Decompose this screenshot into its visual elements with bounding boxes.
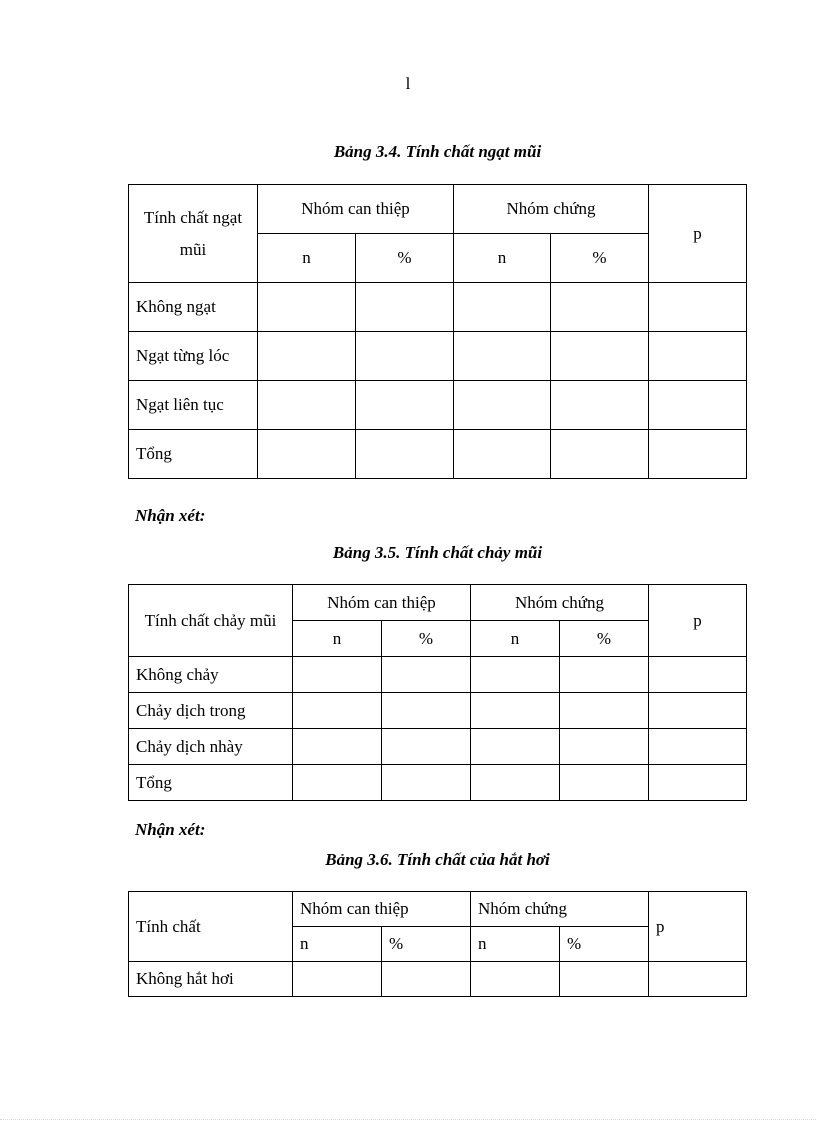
- table2-remark: Nhận xét:: [135, 820, 206, 839]
- table1-row-label: Tổng: [129, 430, 258, 479]
- table-row: [129, 729, 747, 765]
- table-cell: [356, 332, 454, 381]
- table-row: [129, 765, 747, 801]
- table2-group-intervention: Nhóm can thiệp: [293, 585, 471, 621]
- table-cell: [382, 693, 471, 729]
- table-row: [129, 430, 747, 479]
- table-cell: [293, 765, 382, 801]
- table2-n-header: n: [471, 621, 560, 657]
- table-cell: [258, 430, 356, 479]
- table-cell: [551, 332, 649, 381]
- table2-percent-header: %: [560, 621, 649, 657]
- table-cell: [382, 962, 471, 997]
- table-row: [129, 657, 747, 693]
- table-cell: [293, 657, 382, 693]
- table-cell: [356, 381, 454, 430]
- table1-percent-header: %: [356, 234, 454, 283]
- table1-header-label: Tính chất ngạt mũi: [129, 185, 258, 283]
- page-bottom-divider: [0, 1119, 816, 1120]
- table1-n-header: n: [258, 234, 356, 283]
- table-cell: [454, 283, 551, 332]
- table-cell: [382, 657, 471, 693]
- table-cell: [356, 283, 454, 332]
- table-cell: [649, 693, 747, 729]
- table3-row-label: Không hắt hơi: [129, 962, 293, 997]
- table-cell: [560, 765, 649, 801]
- table-cell: [471, 657, 560, 693]
- table-cell: [649, 283, 747, 332]
- table1-remark: Nhận xét:: [135, 506, 206, 525]
- table1-p-header: p: [649, 185, 747, 283]
- table3-n-header: n: [471, 927, 560, 962]
- table-row: [129, 332, 747, 381]
- table-cell: [649, 657, 747, 693]
- table-cell: [471, 962, 560, 997]
- table1-row-label: Không ngạt: [129, 283, 258, 332]
- table-row: [129, 962, 747, 997]
- table-cell: [293, 693, 382, 729]
- table-cell: [551, 430, 649, 479]
- table-cell: [454, 332, 551, 381]
- table2-n-header: n: [293, 621, 382, 657]
- table3-group-control: Nhóm chứng: [471, 892, 649, 927]
- table3-n-header: n: [293, 927, 382, 962]
- page-number: l: [405, 74, 411, 93]
- table-cell: [649, 332, 747, 381]
- table2-row-label: Chảy dịch nhày: [129, 729, 293, 765]
- table2-p-header: p: [649, 585, 747, 657]
- table-row: [129, 693, 747, 729]
- table-cell: [258, 332, 356, 381]
- table-row: [129, 283, 747, 332]
- table-cell: [293, 962, 382, 997]
- table2-row-label: Không chảy: [129, 657, 293, 693]
- table2-header-label: Tính chất chảy mũi: [129, 585, 293, 657]
- table2-group-control: Nhóm chứng: [471, 585, 649, 621]
- table2-percent-header: %: [382, 621, 471, 657]
- table-cell: [551, 283, 649, 332]
- table2-row-label: Chảy dịch trong: [129, 693, 293, 729]
- table-row: [129, 381, 747, 430]
- table1-n-header: n: [454, 234, 551, 283]
- table-cell: [382, 729, 471, 765]
- table1-row-label: Ngạt liên tục: [129, 381, 258, 430]
- table-cell: [471, 693, 560, 729]
- table3-percent-header: %: [560, 927, 649, 962]
- table2-row-label: Tổng: [129, 765, 293, 801]
- table-cell: [258, 381, 356, 430]
- table-cell: [649, 729, 747, 765]
- table-cell: [649, 430, 747, 479]
- table-cell: [649, 962, 747, 997]
- table-cell: [649, 765, 747, 801]
- table-cell: [258, 283, 356, 332]
- table1-row-label: Ngạt từng lóc: [129, 332, 258, 381]
- table-cell: [471, 765, 560, 801]
- table-cell: [382, 765, 471, 801]
- table-cell: [560, 657, 649, 693]
- table-cell: [560, 693, 649, 729]
- table1-group-control: Nhóm chứng: [454, 185, 649, 234]
- table1-group-intervention: Nhóm can thiệp: [258, 185, 454, 234]
- table3-p-header: p: [649, 892, 747, 962]
- table3-group-intervention: Nhóm can thiệp: [293, 892, 471, 927]
- table1-caption: Bảng 3.4. Tính chất ngạt mũi: [333, 142, 542, 161]
- table-cell: [454, 381, 551, 430]
- table-cell: [356, 430, 454, 479]
- table2: [128, 584, 747, 801]
- table-cell: [454, 430, 551, 479]
- table2-caption: Bảng 3.5. Tính chất chảy mũi: [332, 543, 543, 562]
- table1: [128, 184, 747, 479]
- table-cell: [551, 381, 649, 430]
- table-cell: [649, 381, 747, 430]
- table3-caption: Bảng 3.6. Tính chất của hắt hơi: [325, 850, 550, 869]
- table-cell: [293, 729, 382, 765]
- table3: [128, 891, 747, 997]
- table1-percent-header: %: [551, 234, 649, 283]
- table3-header-label: Tính chất: [129, 892, 293, 962]
- table-cell: [560, 962, 649, 997]
- table-cell: [471, 729, 560, 765]
- table3-percent-header: %: [382, 927, 471, 962]
- table-cell: [560, 729, 649, 765]
